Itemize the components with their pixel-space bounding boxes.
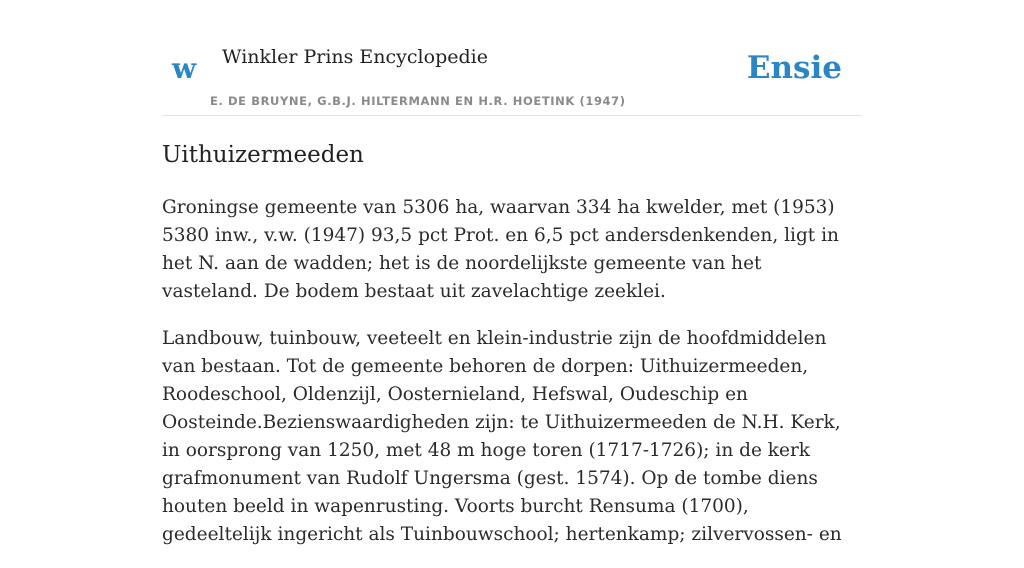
article-title: Uithuizermeeden <box>162 142 364 168</box>
article <box>162 140 862 568</box>
site-title-link[interactable]: Winkler Prins Encyclopedie <box>222 46 488 68</box>
brand-logo-link[interactable]: Ensie <box>746 50 842 86</box>
authors-credit: E. DE BRUYNE, G.B.J. HILTERMANN EN H.R. HOETINK (1947) <box>210 94 626 108</box>
site-header <box>162 30 862 116</box>
logo-icon[interactable]: w <box>172 52 197 85</box>
article-paragraph: Landbouw, tuinbouw, veeteelt en klein-industrie zijn de hoofdmiddelen van bestaan. Tot de gemeente behoren de dorpen: Uithuizermeeden, Roodeschool, Oldenzijl, Oosternieland, Hefswal, Oudeschip en Oosteinde.Bezienswaardigheden zijn: te Uithuizermeeden de N.H. Kerk, in oorsprong van 1250, met 48 m hoge toren (1717-1726); in de kerk grafmonument van Rudolf Ungersma (gest. 1574). Op de tombe diens houten beeld in wapenrusting. Voorts burcht Rensuma (1700), gedeeltelijk ingericht als Tuinbouwschool; hertenkamp; zilvervossen- en <box>162 328 842 545</box>
article-paragraph: Groningse gemeente van 5306 ha, waarvan 334 ha kwelder, met (1953) 5380 inw., v.w. (1947) 93,5 pct Prot. en 6,5 pct andersdenkenden, ligt in het N. aan de wadden; het is de noordelijkste gemeente van het vasteland. De bodem bestaat uit zavelachtige zeeklei. <box>162 197 839 302</box>
